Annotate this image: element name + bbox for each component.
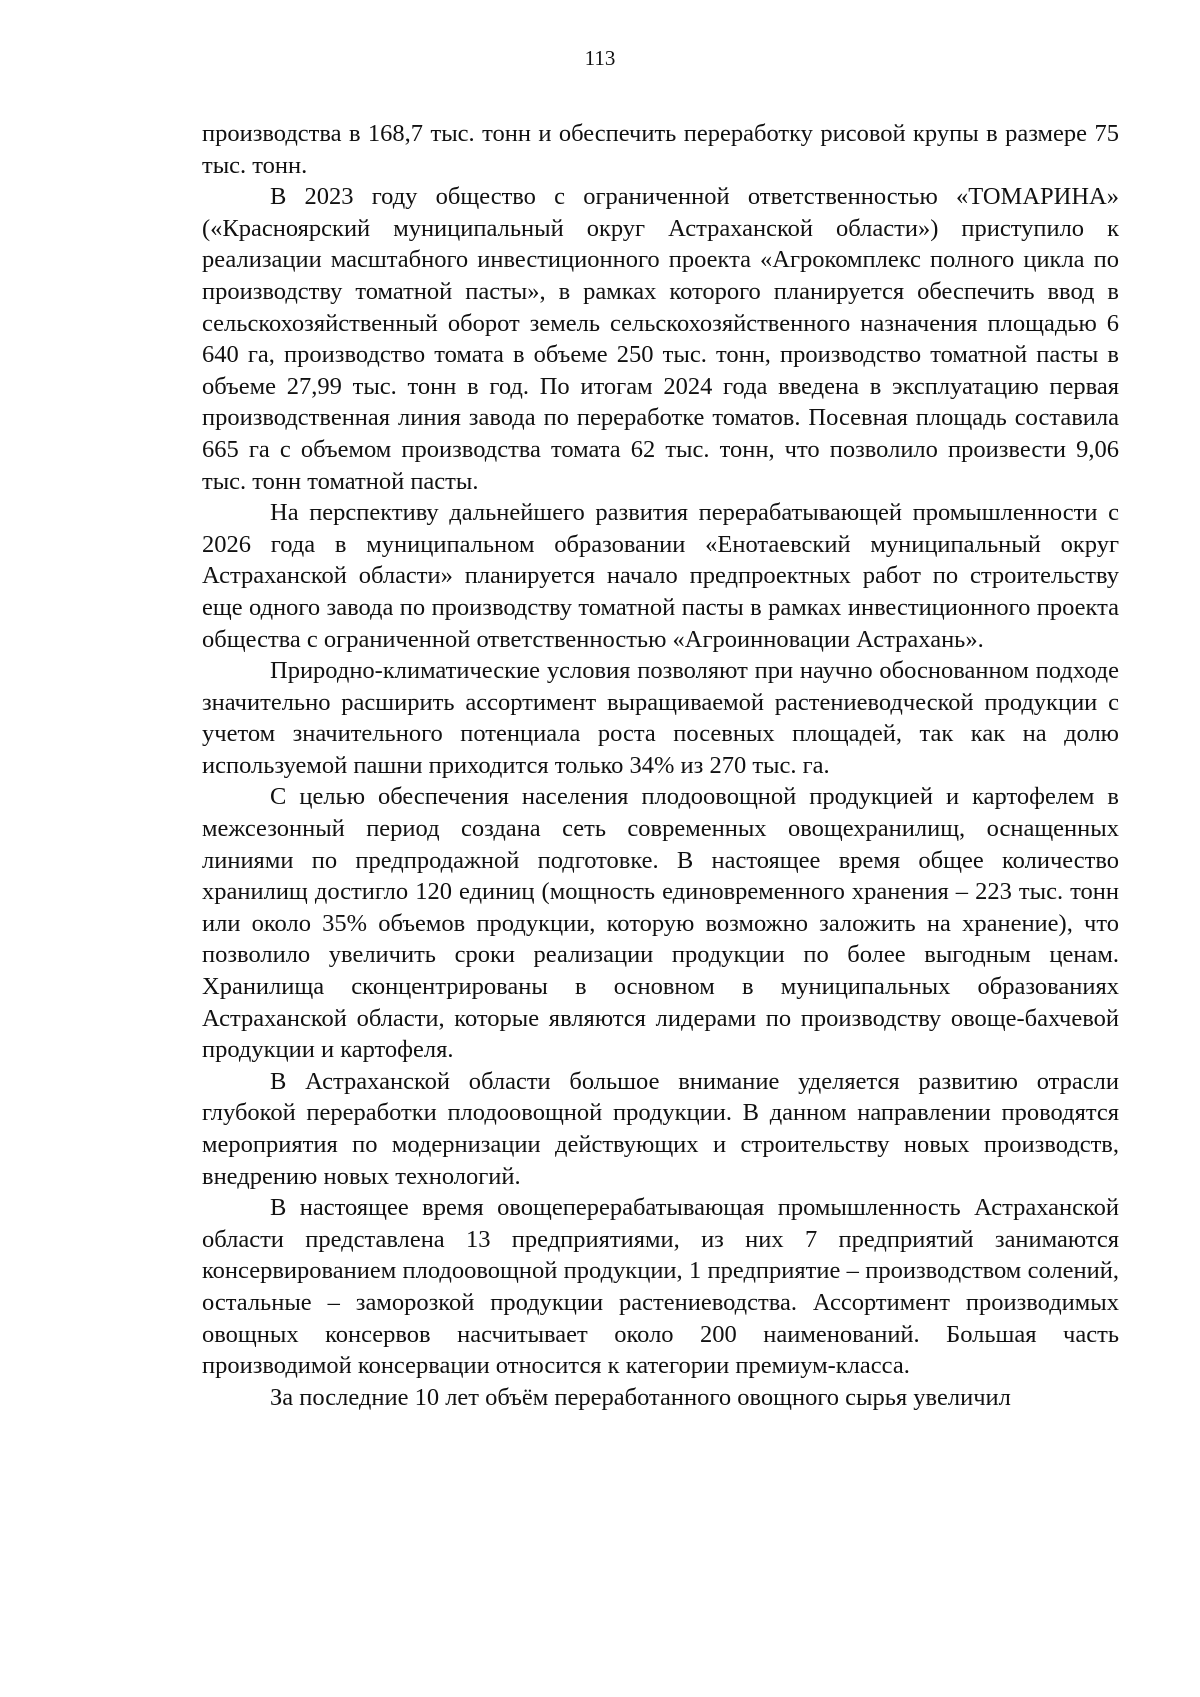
paragraph-natural-conditions: Природно-климатические условия позволяют при научно обоснованном подходе значительно расширить ассортимент выращиваемой растениеводческой продукции с учетом значительного потенциала роста посевных площадей, так как на долю используемой пашни приходится только 34% из 270 тыс. га.: [202, 657, 1119, 779]
paragraph-deep-processing: В Астраханской области большое внимание уделяется развитию отрасли глубокой переработки плодоовощной продукции. В данном направлении проводятся мероприятия по модернизации действующих и строительству новых производств, внедрению новых технологий.: [202, 1067, 1119, 1190]
paragraph-last-decade: За последние 10 лет объём переработанного овощного сырья увеличил: [270, 1383, 1011, 1411]
paragraph-storage-network: С целью обеспечения населения плодоовощной продукцией и картофелем в межсезонный период создана сеть современных овощехранилищ, оснащенных линиями по предпродажной подготовке. В настоящее время общее количество хранилищ достигло 120 единиц (мощность единовременного хранения – 223 тыс. тонн или около 35% объемов продукции, которую возможно заложить на хранение), что позволило увеличить сроки реализации продукции по более выгодным ценам. Хранилища сконцентрированы в основном в муниципальных образованиях Астраханской области, которые являются лидерами по производству овоще-бахчевой продукции и картофеля.: [202, 783, 1119, 1064]
paragraph-continuation: производства в 168,7 тыс. тонн и обеспечить переработку рисовой крупы в размере 75 тыс. тонн.: [202, 120, 1119, 179]
paragraph-tomarina-project: В 2023 году общество с ограниченной ответственностью «ТОМАРИНА» («Красноярский муниципальный округ Астраханской области») приступило к реализации масштабного инвестиционного проекта «Агрокомплекс полного цикла по производству томатной пасты», в рамках которого планируется обеспечить ввод в сельскохозяйственный оборот земель сельскохозяйственного назначения площадью 6 640 га, производство томата в объеме 250 тыс. тонн, производство томатной пасты в объеме 27,99 тыс. тонн в год. По итогам 2024 года введена в эксплуатацию первая производственная линия завода по переработке томатов. Посевная площадь составила 665 га с объемом производства томата 62 тыс. тонн, что позволило произвести 9,06 тыс. тонн томатной пасты.: [202, 183, 1119, 495]
paragraph-processing-industry: В настоящее время овощеперерабатывающая промышленность Астраханской области представлена 13 предприятиями, из них 7 предприятий занимаются консервированием плодоовощной продукции, 1 предприятие – производством солений, остальные – заморозкой продукции растениеводства. Ассортимент производимых овощных консервов насчитывает около 200 наименований. Большая часть производимой консервации относится к категории премиум-класса.: [202, 1194, 1119, 1380]
page-number: 113: [584, 46, 616, 70]
body-text: [202, 118, 1119, 1413]
paragraph-enotaevsky-plan: На перспективу дальнейшего развития перерабатывающей промышленности с 2026 года в муниципальном образовании «Енотаевский муниципальный округ Астраханской области» планируется начало предпроектных работ по строительству еще одного завода по производству томатной пасты в рамках инвестиционного проекта общества с ограниченной ответственностью «Агроинновации Астрахань».: [202, 499, 1119, 653]
